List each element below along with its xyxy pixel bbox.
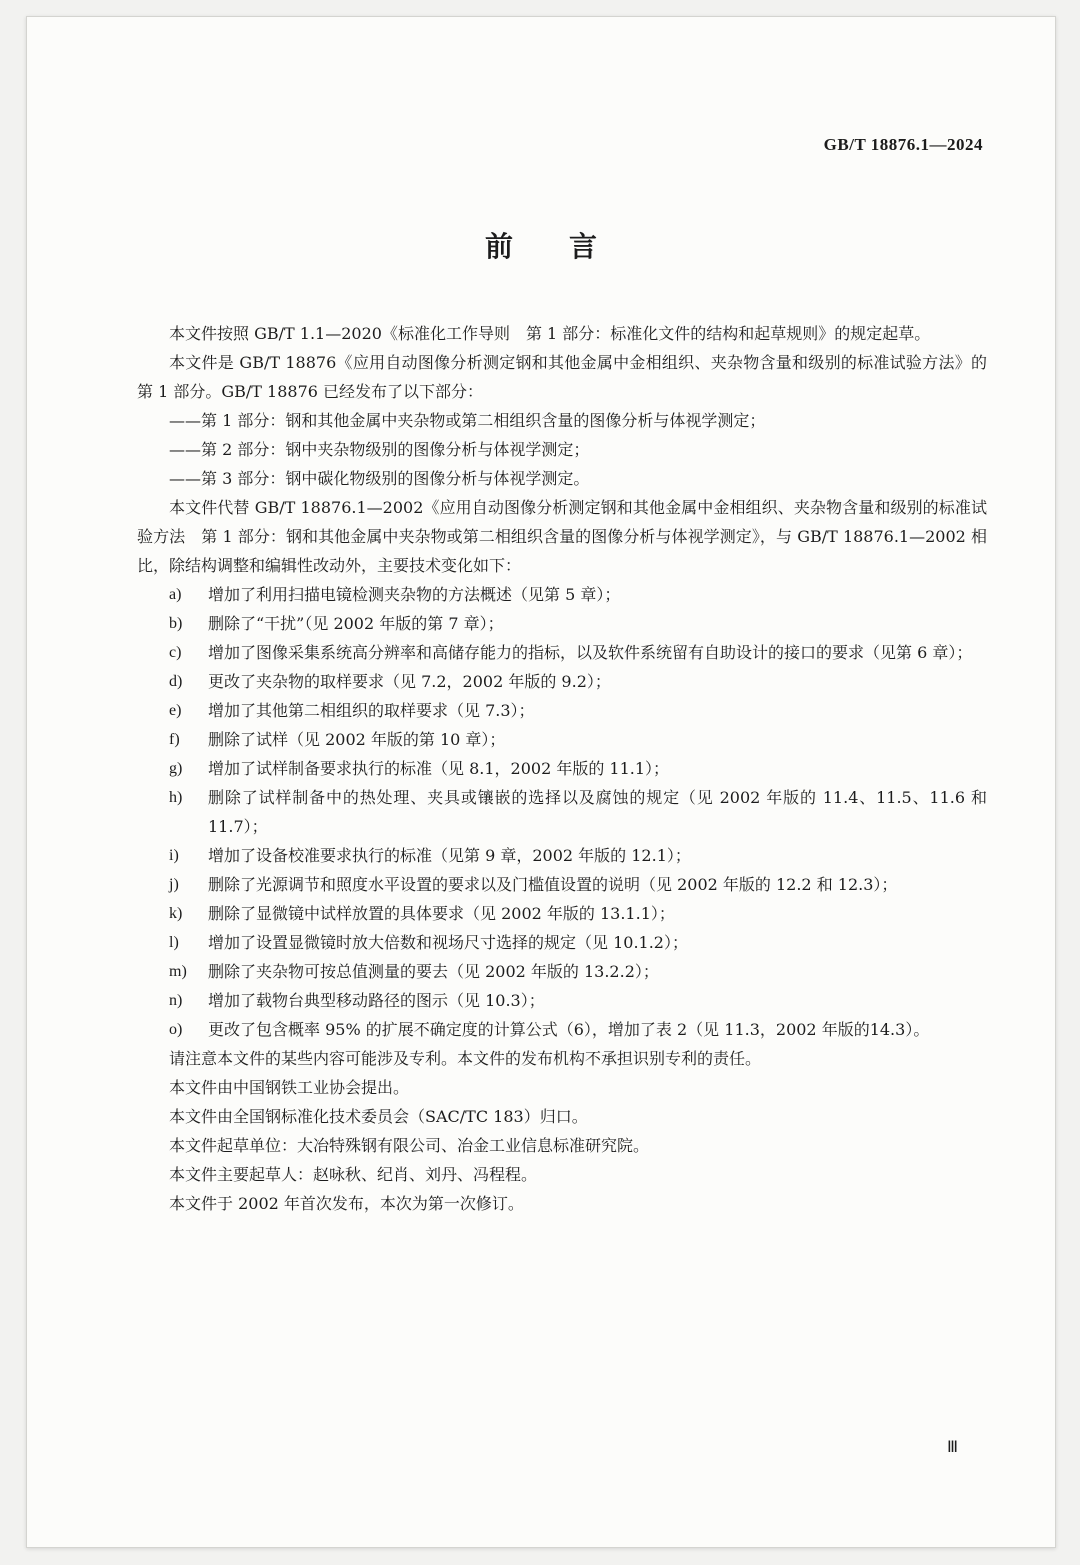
- intro-paragraph: 本文件是 GB/T 18876《应用自动图像分析测定钢和其他金属中金相组织、夹杂物含量和级别的标准试验方法》的第 1 部分。GB/T 18876 已经发布了以下部分：: [137, 353, 987, 401]
- list-item: [137, 957, 987, 986]
- list-item: [137, 899, 987, 928]
- list-marker: i): [169, 847, 179, 864]
- list-item-text: 更改了夹杂物的取样要求（见 7.2，2002 年版的 9.2）；: [208, 672, 611, 691]
- list-item-text: 删除了光源调节和照度水平设置的要求以及门槛值设置的说明（见 2002 年版的 12.2 和 12.3）；: [208, 875, 898, 894]
- list-marker: o): [169, 1021, 183, 1038]
- list-marker: e): [169, 702, 182, 719]
- list-item: [137, 667, 987, 696]
- list-marker: b): [169, 615, 183, 632]
- foreword-body: [137, 319, 987, 1218]
- list-item: [137, 638, 987, 667]
- list-item: [137, 580, 987, 609]
- list-item-text: 增加了设备校准要求执行的标准（见第 9 章，2002 年版的 12.1）；: [208, 846, 691, 865]
- list-item-text: 增加了试样制备要求执行的标准（见 8.1，2002 年版的 11.1）；: [208, 759, 670, 778]
- list-marker: n): [169, 992, 183, 1009]
- list-item: [137, 928, 987, 957]
- list-item-text: 增加了其他第二相组织的取样要求（见 7.3）；: [208, 701, 535, 720]
- patent-notice: 请注意本文件的某些内容可能涉及专利。本文件的发布机构不承担识别专利的责任。: [169, 1049, 762, 1068]
- list-item: [137, 754, 987, 783]
- part-list-item: ——第 1 部分：钢和其他金属中夹杂物或第二相组织含量的图像分析与体视学测定；: [169, 411, 766, 430]
- list-marker: l): [169, 934, 179, 951]
- list-item-text: 增加了载物台典型移动路径的图示（见 10.3）；: [208, 991, 545, 1010]
- list-item-text: 更改了包含概率 95% 的扩展不确定度的计算公式（6），增加了表 2（见 11.3，2002 年版的14.3）。: [208, 1020, 930, 1039]
- list-item: [137, 783, 987, 841]
- list-marker: m): [169, 963, 187, 980]
- list-item-text: 删除了显微镜中试样放置的具体要求（见 2002 年版的 13.1.1）；: [208, 904, 675, 923]
- document-page: [26, 16, 1056, 1548]
- list-item: [137, 725, 987, 754]
- changes-list: [137, 580, 987, 1044]
- standard-number: GB/T 18876.1—2024: [823, 135, 983, 154]
- list-item-text: 删除了“干扰”（见 2002 年版的第 7 章）；: [208, 614, 504, 633]
- list-marker: k): [169, 905, 183, 922]
- page-title: 前言: [484, 230, 653, 263]
- committee-statement: 本文件由全国钢标准化技术委员会（SAC/TC 183）归口。: [169, 1107, 588, 1126]
- list-item-text: 删除了试样（见 2002 年版的第 10 章）；: [208, 730, 506, 749]
- list-marker: j): [169, 876, 179, 893]
- list-item-text: 增加了图像采集系统高分辨率和高储存能力的指标，以及软件系统留有自助设计的接口的要求（见第 6 章）；: [208, 643, 973, 662]
- list-item: [137, 986, 987, 1015]
- list-item: [137, 841, 987, 870]
- list-item: [137, 870, 987, 899]
- publication-history: 本文件于 2002 年首次发布，本次为第一次修订。: [169, 1194, 524, 1213]
- part-list-item: ——第 2 部分：钢中夹杂物级别的图像分析与体视学测定；: [169, 440, 590, 459]
- list-item-text: 增加了利用扫描电镜检测夹杂物的方法概述（见第 5 章）；: [208, 585, 621, 604]
- list-marker: h): [169, 789, 183, 806]
- list-marker: a): [169, 586, 182, 603]
- list-marker: d): [169, 673, 183, 690]
- intro-paragraph: 本文件按照 GB/T 1.1—2020《标准化工作导则 第 1 部分：标准化文件的结构和起草规则》的规定起草。: [169, 324, 931, 343]
- list-item-text: 删除了夹杂物可按总值测量的要去（见 2002 年版的 13.2.2）；: [208, 962, 659, 981]
- list-item: [137, 609, 987, 638]
- list-item-text: 删除了试样制备中的热处理、夹具或镶嵌的选择以及腐蚀的规定（见 2002 年版的 11.4、11.5、11.6 和 11.7）；: [208, 788, 987, 836]
- list-marker: f): [169, 731, 180, 748]
- list-marker: g): [169, 760, 183, 777]
- drafting-units: 本文件起草单位：大冶特殊钢有限公司、冶金工业信息标准研究院。: [169, 1136, 650, 1155]
- list-item: [137, 696, 987, 725]
- list-marker: c): [169, 644, 182, 661]
- drafters: 本文件主要起草人：赵咏秋、纪肖、刘丹、冯程程。: [169, 1165, 538, 1184]
- list-item-text: 增加了设置显微镜时放大倍数和视场尺寸选择的规定（见 10.1.2）；: [208, 933, 688, 952]
- page-number: Ⅲ: [946, 1439, 958, 1456]
- part-list-item: ——第 3 部分：钢中碳化物级别的图像分析与体视学测定。: [169, 469, 590, 488]
- proposer-statement: 本文件由中国钢铁工业协会提出。: [169, 1078, 410, 1097]
- replaces-paragraph: 本文件代替 GB/T 18876.1—2002《应用自动图像分析测定钢和其他金属中金相组织、夹杂物含量和级别的标准试验方法 第 1 部分：钢和其他金属中夹杂物或第二相组织含量的图像分析与体视学测定》，与 GB/T 18876.1—2002 相比，除结构调整和编辑性改动外，主要技术变化如下：: [137, 498, 987, 575]
- list-item: [137, 1015, 987, 1044]
